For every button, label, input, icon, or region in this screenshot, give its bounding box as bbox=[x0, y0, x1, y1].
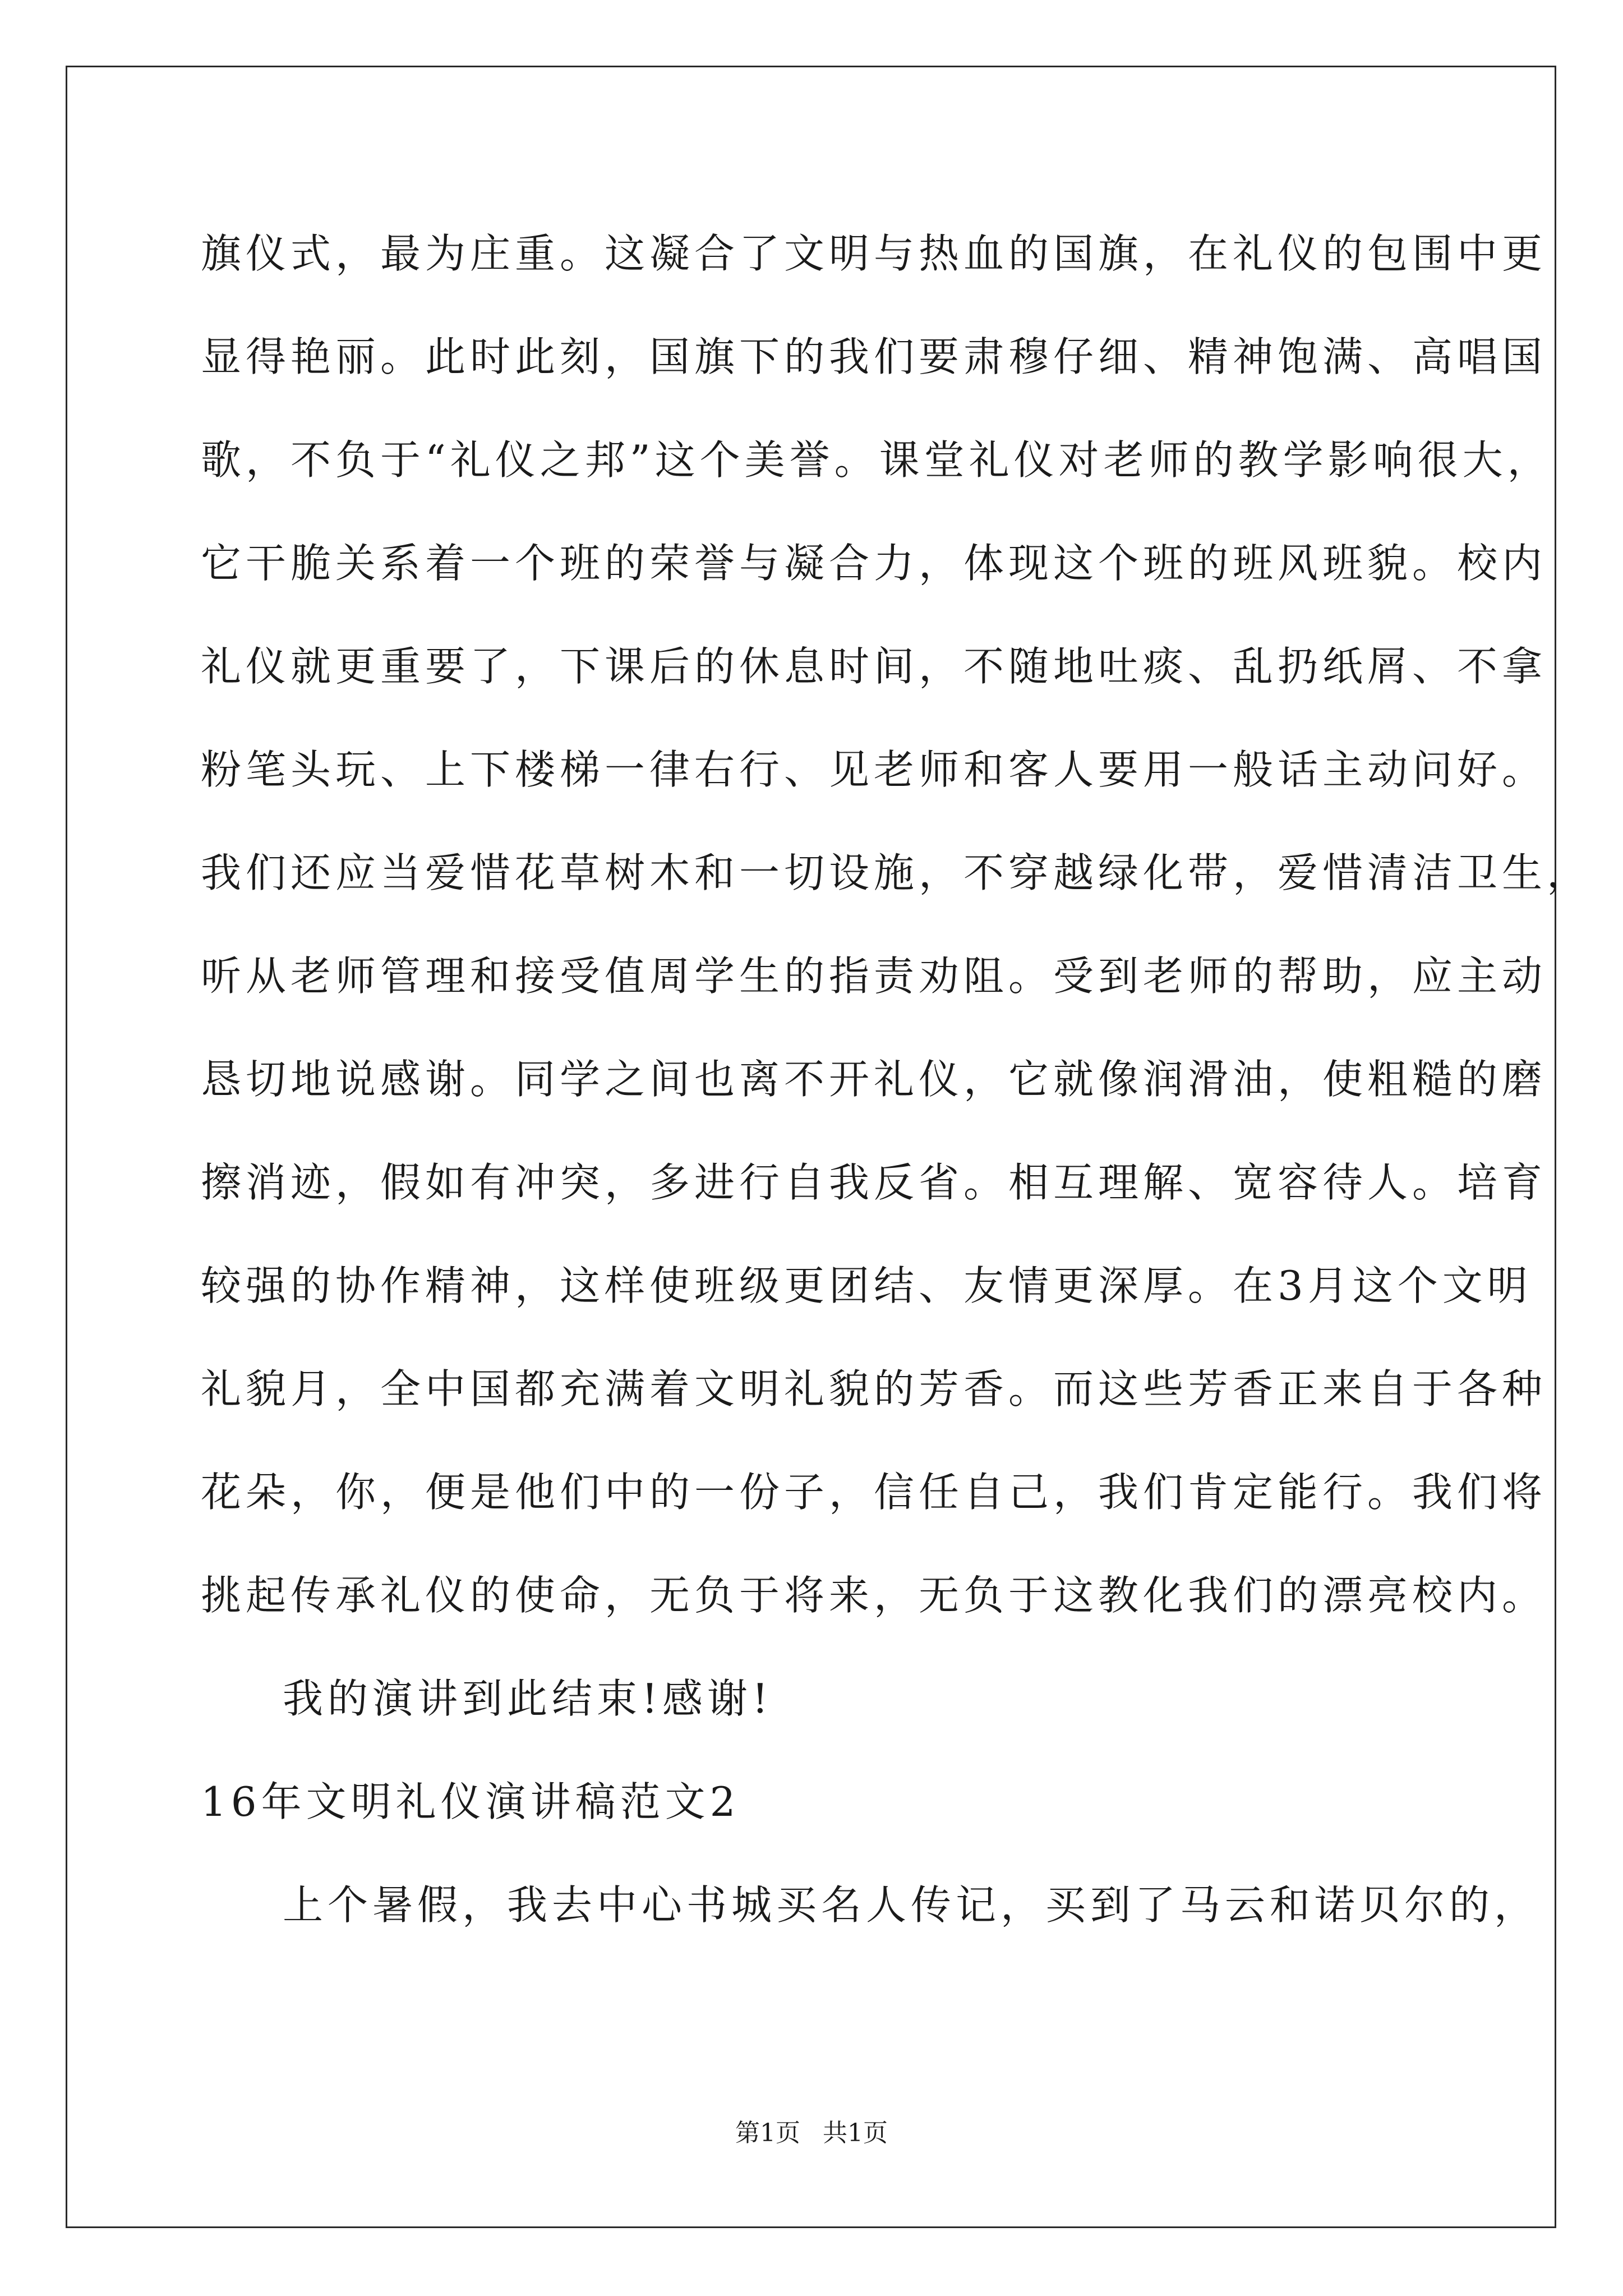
paragraph-line: 歌，不负于“礼仪之邦”这个美誉。课堂礼仪对老师的教学影响很大， bbox=[201, 436, 1552, 484]
paragraph-line: 我们还应当爱惜花草树木和一切设施，不穿越绿化带，爱惜清洁卫生， bbox=[201, 849, 1592, 896]
paragraph-line: 礼貌月，全中国都充满着文明礼貌的芳香。而这些芳香正来自于各种 bbox=[201, 1365, 1547, 1412]
closing-line: 我的演讲到此结束!感谢! bbox=[283, 1675, 773, 1722]
paragraph-line: 擦消迹，假如有冲突，多进行自我反省。相互理解、宽容待人。培育 bbox=[201, 1159, 1547, 1206]
page-number: 第1页 bbox=[735, 2119, 800, 2147]
paragraph-line: 挑起传承礼仪的使命，无负于将来，无负于这教化我们的漂亮校内。 bbox=[201, 1572, 1547, 1619]
paragraph-line: 上个暑假，我去中心书城买名人传记，买到了马云和诺贝尔的， bbox=[283, 1881, 1539, 1929]
paragraph-line: 旗仪式，最为庄重。这凝合了文明与热血的国旗，在礼仪的包围中更 bbox=[201, 230, 1547, 277]
document-body bbox=[201, 202, 1592, 1957]
paragraph-line: 听从老师管理和接受值周学生的指责劝阻。受到老师的帮助，应主动 bbox=[201, 953, 1547, 1000]
paragraph-line: 粉笔头玩、上下楼梯一律右行、见老师和客人要用一般话主动问好。 bbox=[201, 746, 1547, 793]
paragraph-line: 恳切地说感谢。同学之间也离不开礼仪，它就像润滑油，使粗糙的磨 bbox=[201, 1056, 1547, 1103]
page-footer bbox=[0, 2116, 1623, 2150]
paragraph-line: 礼仪就更重要了，下课后的休息时间，不随地吐痰、乱扔纸屑、不拿 bbox=[201, 643, 1547, 690]
paragraph-line: 较强的协作精神，这样使班级更团结、友情更深厚。在3月这个文明 bbox=[201, 1262, 1532, 1309]
paragraph-line: 显得艳丽。此时此刻，国旗下的我们要肃穆仔细、精神饱满、高唱国 bbox=[201, 333, 1547, 380]
section-title: 16年文明礼仪演讲稿范文2 bbox=[201, 1778, 740, 1825]
page-total: 共1页 bbox=[823, 2119, 888, 2147]
paragraph-line: 花朵，你，便是他们中的一份子，信任自己，我们肯定能行。我们将 bbox=[201, 1469, 1547, 1516]
paragraph-line: 它干脆关系着一个班的荣誉与凝合力，体现这个班的班风班貌。校内 bbox=[201, 540, 1547, 587]
